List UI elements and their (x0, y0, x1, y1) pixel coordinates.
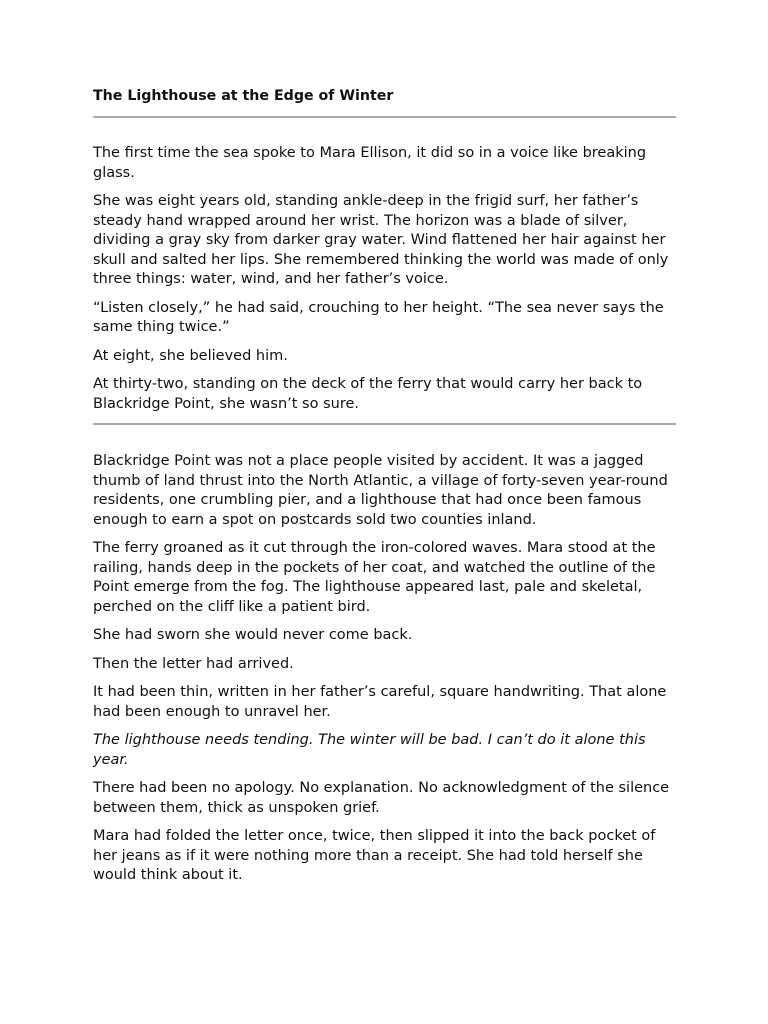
paragraph: There had been no apology. No explanation. No acknowledgment of the silence between them, thick as unspoken grief. (93, 780, 670, 816)
letter-quote: The lighthouse needs tending. The winter will be bad. I can’t do it alone this year. (93, 732, 646, 768)
paragraph: It had been thin, written in her father’s careful, square handwriting. That alone had been enough to unravel her. (93, 684, 667, 720)
paragraph: At thirty-two, standing on the deck of the ferry that would carry her back to Blackridge Point, she wasn’t so sure. (93, 376, 643, 412)
paragraph: She was eight years old, standing ankle-deep in the frigid surf, her father’s steady hand wrapped around her wrist. The horizon was a blade of silver, dividing a gray sky from darker gray water. Wind flattened her hair against her skull and salted her lips. She remembered thinking the world was made of only three things: water, wind, and her father’s voice. (93, 193, 669, 287)
paragraph: “Listen closely,” he had said, crouching to her height. “The sea never says the same thing twice.” (93, 299, 664, 335)
paragraph: The ferry groaned as it cut through the iron-colored waves. Mara stood at the railing, hands deep in the pockets of her coat, and watched the outline of the Point emerge from the fog. The lighthouse appeared last, pale and skeletal, perched on the cliff like a patient bird. (93, 540, 656, 615)
section-divider (93, 423, 676, 425)
section-divider (93, 116, 676, 118)
paragraph: Then the letter had arrived. (93, 655, 294, 672)
paragraph: At eight, she believed him. (93, 347, 288, 364)
document-title: The Lighthouse at the Edge of Winter (93, 88, 394, 104)
paragraph: The first time the sea spoke to Mara Ellison, it did so in a voice like breaking glass. (93, 145, 647, 181)
section-arrival (93, 452, 676, 886)
paragraph: Mara had folded the letter once, twice, then slipped it into the back pocket of her jeans as if it were nothing more than a receipt. She had told herself she would think about it. (93, 828, 656, 883)
section-opening (93, 144, 676, 414)
document-page (93, 86, 676, 886)
paragraph: Blackridge Point was not a place people visited by accident. It was a jagged thumb of land thrust into the North Atlantic, a village of forty-seven year-round residents, one crumbling pier, and a lighthouse that had once been famous enough to earn a spot on postcards sold two counties inland. (93, 453, 668, 528)
paragraph: She had sworn she would never come back. (93, 627, 413, 643)
